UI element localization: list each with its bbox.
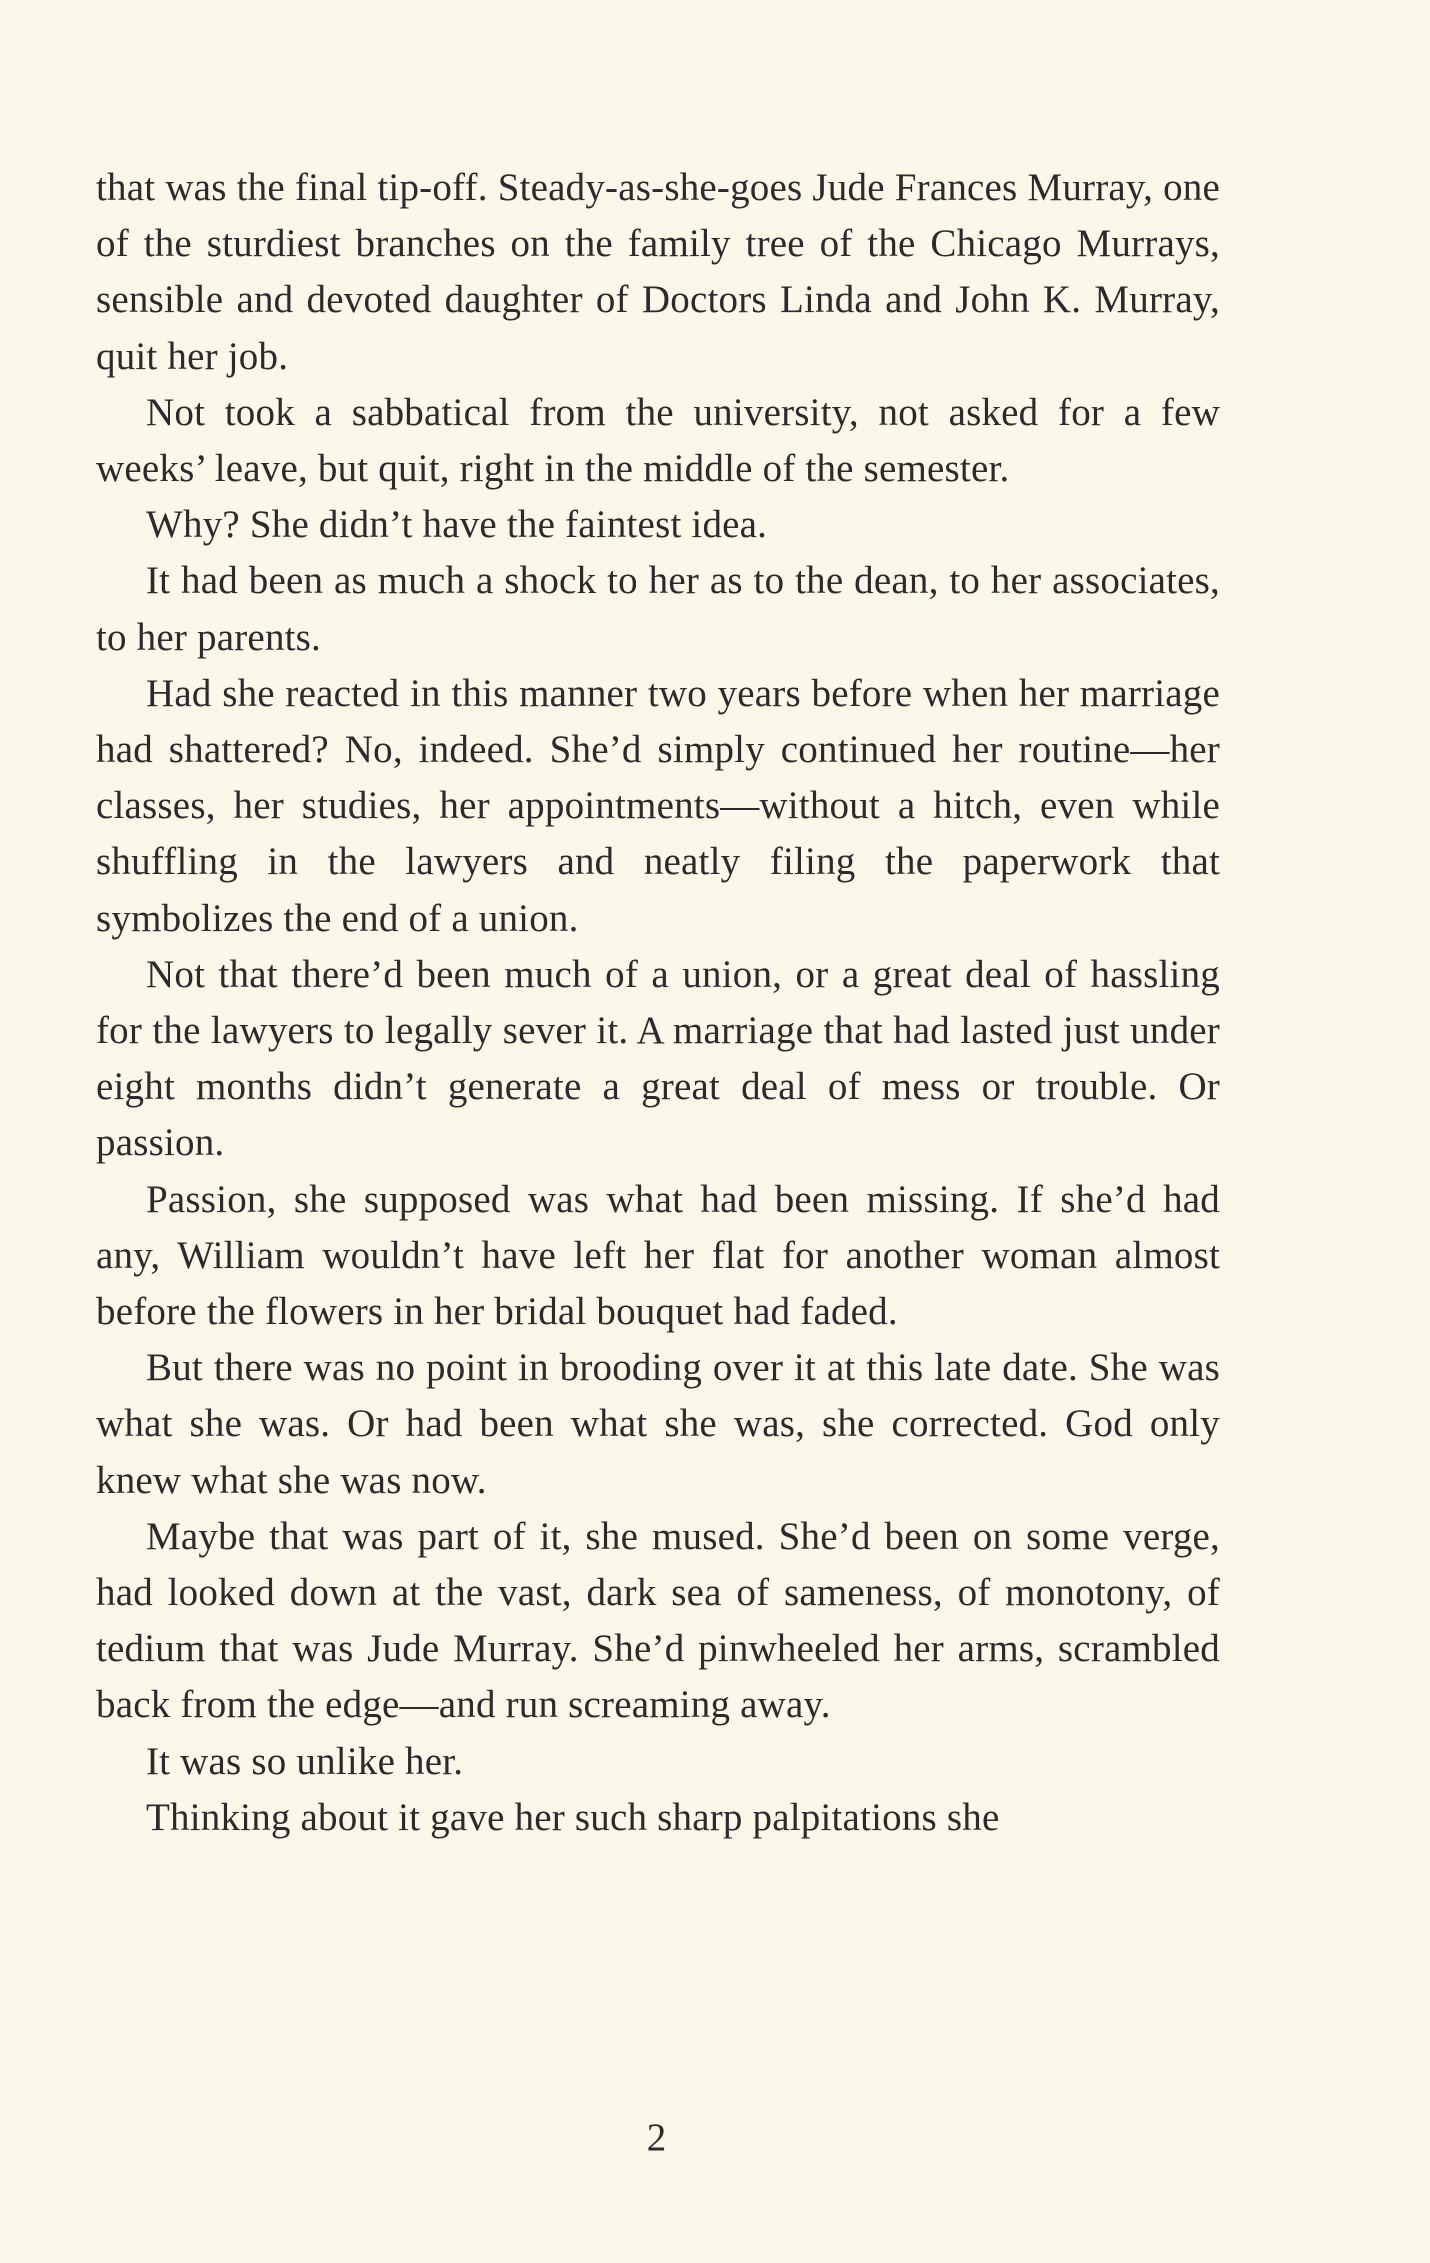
paragraph: It was so unlike her.: [146, 1739, 464, 1783]
paragraph: that was the final tip-off. Steady-as-she-goes Jude Frances Murray, one of the sturdiest branches on the family tree of the Chicago Murrays, sensible and devoted daughter of Doctors Linda and John K. Murray, quit her job.: [96, 166, 1220, 378]
paragraph: Not that there’d been much of a union, or a great deal of hassling for the lawyers to legally sever it. A marriage that had lasted just under eight months didn’t generate a great deal of mess or trouble. Or passion.: [96, 952, 1220, 1165]
paragraph: Not took a sabbatical from the university, not asked for a few weeks’ leave, but quit, right in the middle of the semester.: [96, 390, 1220, 491]
paragraph: Had she reacted in this manner two years before when her marriage had shattered? No, indeed. She’d simply continued her routine—her classes, her studies, her appointments—without a hitch, even while shuffling in the lawyers and neatly filing the paperwork that symbolizes the end of a union.: [96, 671, 1220, 940]
paragraph: It had been as much a shock to her as to the dean, to her associates, to her parents.: [96, 559, 1220, 659]
paragraph: Why? She didn’t have the faintest idea.: [146, 503, 768, 547]
page-number: 2: [646, 2116, 667, 2159]
paragraph: But there was no point in brooding over it at this late date. She was what she was. Or had been what she was, she corrected. God only knew what she was now.: [96, 1346, 1220, 1502]
paragraph: Thinking about it gave her such sharp palpitations she: [146, 1795, 1000, 1839]
paragraph: Passion, she supposed was what had been missing. If she’d had any, William wouldn’t have left her flat for another woman almost before the flowers in her bridal bouquet had faded.: [96, 1177, 1220, 1334]
body-text: [96, 160, 1220, 1846]
paragraph: Maybe that was part of it, she mused. She’d been on some verge, had looked down at the vast, dark sea of sameness, of monotony, of tedium that was Jude Murray. She’d pinwheeled her arms, scrambled back from the edge—and run screaming away.: [96, 1514, 1220, 1727]
